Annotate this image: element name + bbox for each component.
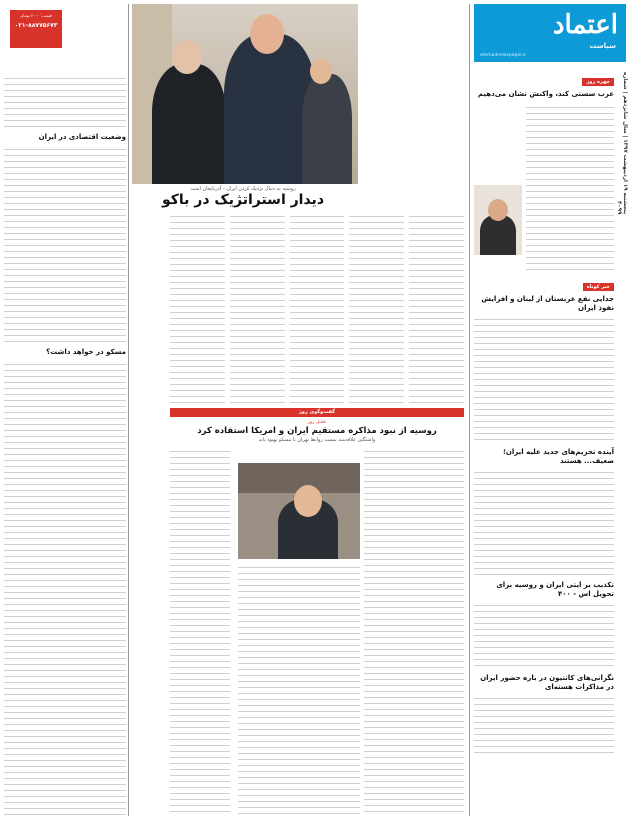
body-text [474,468,614,578]
lead-kicker: روسیه به دنبال نزدیک کردن ایران - آذربایجان است [190,186,296,192]
second-headline[interactable]: روسیه از نبود مذاکره مستقیم ایران و امریکا استفاده کرد [197,426,437,436]
section-band: گفت‌وگوی روز [170,408,464,417]
right-column [474,68,614,816]
interview-photo [238,463,360,559]
second-kicker: تحلیل روز [307,420,327,425]
right-headline: غرب سستی کند، واکنش نشان می‌دهیم [477,90,614,98]
section-head-brief: خبر کوتاه [583,283,614,291]
body-text [526,103,614,273]
body-text [474,694,614,754]
masthead [474,4,626,62]
body-text [474,315,614,445]
section-tagline: سیاست [589,42,616,50]
lead-photo [132,4,358,184]
phone-number: ۰۲۱-۸۸۷۷۵۶۷۳ [14,22,58,29]
story-headline: جدایی نفع عربستان از لبنان و افزایش نفوذ ایران [481,295,614,312]
figure-left [152,64,226,184]
column-divider [128,4,129,816]
left-headline-economy: وضعیت اقتصادی در ایران [38,133,126,141]
body-text [474,601,614,671]
lead-headline[interactable]: دیدار استراتژیک در باکو [161,192,325,208]
left-column [4,4,126,816]
issue-dateline: پنجشنبه ۱۹ اردیبهشت ۱۳۹۷ | سال شانزدهم | شماره ۴۰۹۹ [616,71,628,214]
column-divider [469,4,470,816]
website-url[interactable]: etemadnewspaper.ir [480,53,527,58]
story-headline: تکذیب بر ایتی ایران و روسیه برای تحویل اس - ۴۰۰ [496,581,614,598]
left-headline-moscow: مسکو در خواهد داشت؟ [46,348,126,356]
story-headline: آینده تحریم‌های جدید علیه ایران؛ ضعیف... هستند [503,448,614,465]
second-story [170,420,464,816]
portrait-photo [474,185,522,255]
price-badge [10,10,62,48]
second-dek: واشنگتن علاقه‌مند نیست روابط تهران با مسکو بهبود یابد [258,437,376,443]
newspaper-logo: اعتماد [552,10,618,40]
price-label: قیمت: ۲۰۰۰ تومان [20,13,52,18]
lead-body [170,212,464,404]
section-head-face: چهره روز [582,78,614,86]
story-headline: نگرانی‌های کاتنیون در باره حضور ایران در مذاکرات هسته‌ای [480,674,614,691]
